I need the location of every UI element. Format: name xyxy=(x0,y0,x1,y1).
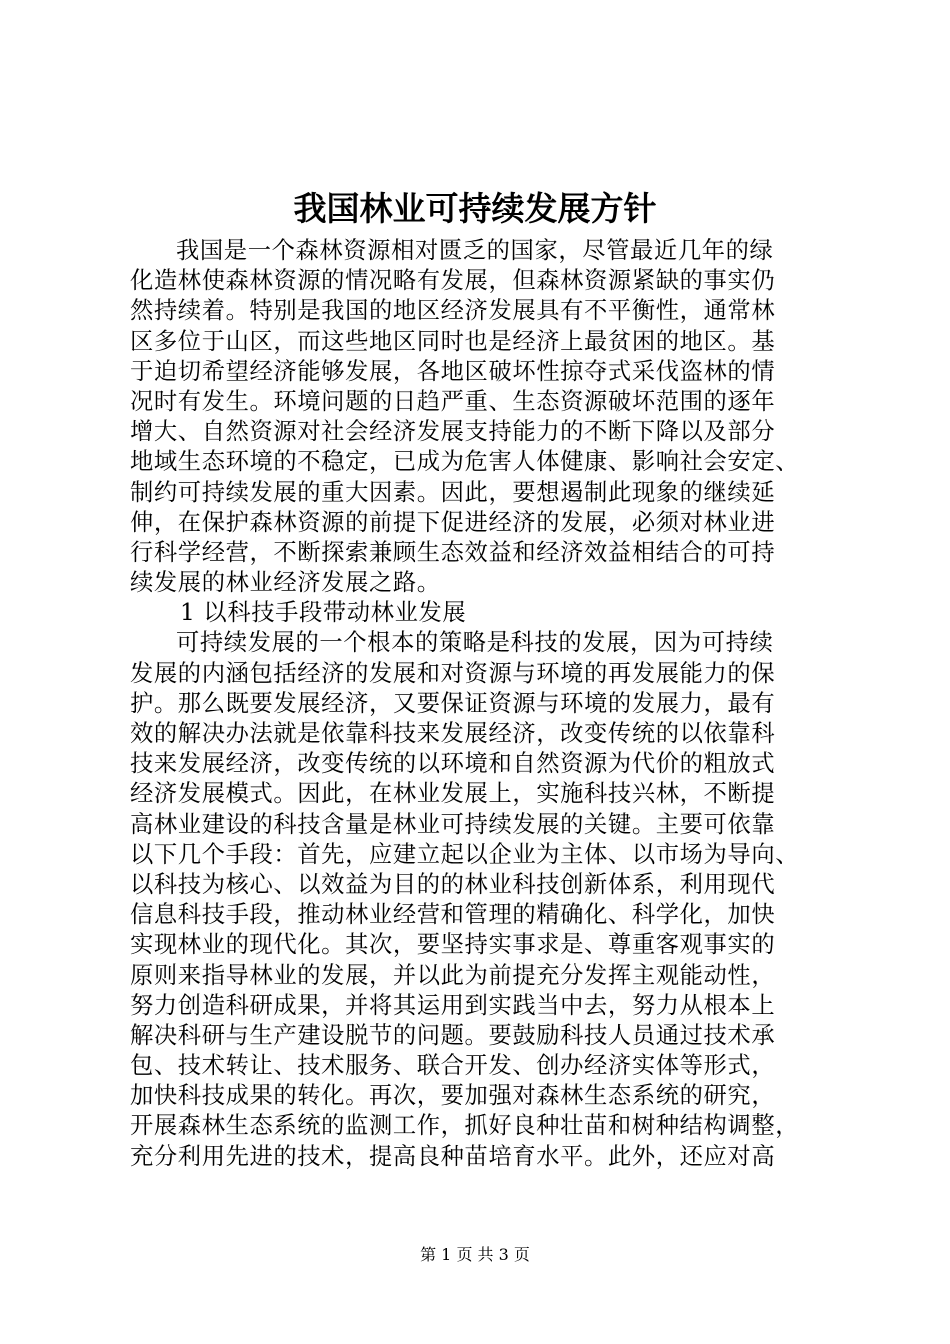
text-line: 地域生态环境的不稳定，已成为危害人体健康、影响社会安定、 xyxy=(130,448,800,476)
text-line: 包、技术转让、技术服务、联合开发、创办经济实体等形式， xyxy=(130,1052,776,1080)
text-line: 化造林使森林资源的情况略有发展，但森林资源紧缺的事实仍 xyxy=(130,267,776,295)
text-line: 护。那么既要发展经济，又要保证资源与环境的发展力，最有 xyxy=(130,689,776,717)
text-line: 充分利用先进的技术，提高良种苗培育水平。此外，还应对高 xyxy=(130,1142,776,1170)
text-line: 开展森林生态系统的监测工作，抓好良种壮苗和树种结构调整， xyxy=(130,1112,800,1140)
text-line: 伸，在保护森林资源的前提下促进经济的发展，必须对林业进 xyxy=(130,508,776,536)
text-line: 然持续着。特别是我国的地区经济发展具有不平衡性，通常林 xyxy=(130,297,776,325)
document-body xyxy=(130,236,830,1172)
text-line: 区多位于山区，而这些地区同时也是经济上最贫困的地区。基 xyxy=(130,327,776,355)
text-line: 况时有发生。环境问题的日趋严重、生态资源破坏范围的逐年 xyxy=(130,387,776,415)
text-line: 高林业建设的科技含量是林业可持续发展的关键。主要可依靠 xyxy=(130,810,776,838)
text-line: 技来发展经济，改变传统的以环境和自然资源为代价的粗放式 xyxy=(130,750,776,778)
text-line: 效的解决办法就是依靠科技来发展经济，改变传统的以依靠科 xyxy=(130,720,776,747)
paragraph-intro xyxy=(130,236,830,598)
text-line: 实现林业的现代化。其次，要坚持实事求是、尊重客观事实的 xyxy=(130,931,776,959)
text-line: 原则来指导林业的发展，并以此为前提充分发挥主观能动性， xyxy=(130,961,776,989)
text-line: 以科技为核心、以效益为目的的林业科技创新体系，利用现代 xyxy=(130,870,776,898)
text-line: 制约可持续发展的重大因素。因此，要想遏制此现象的继续延 xyxy=(130,478,776,506)
text-line: 续发展的林业经济发展之路。 xyxy=(130,569,441,597)
page-footer: 第 1 页 共 3 页 xyxy=(420,1245,530,1264)
text-line: 我国是一个森林资源相对匮乏的国家，尽管最近几年的绿 xyxy=(176,237,774,264)
text-line: 信息科技手段，推动林业经营和管理的精确化、科学化，加快 xyxy=(130,901,776,929)
text-line: 经济发展模式。因此，在林业发展上，实施科技兴林，不断提 xyxy=(130,780,776,808)
text-line: 可持续发展的一个根本的策略是科技的发展，因为可持续 xyxy=(176,629,774,657)
text-line: 以下几个手段：首先，应建立起以企业为主体、以市场为导向、 xyxy=(130,840,800,868)
paragraph-section-1 xyxy=(130,628,830,1171)
text-line: 于迫切希望经济能够发展，各地区破坏性掠夺式采伐盗林的情 xyxy=(130,357,776,385)
text-line: 发展的内涵包括经济的发展和对资源与环境的再发展能力的保 xyxy=(130,659,776,687)
section-heading: 1 以科技手段带动林业发展 xyxy=(180,599,467,627)
text-line: 增大、自然资源对社会经济发展支持能力的不断下降以及部分 xyxy=(130,418,776,446)
text-line: 加快科技成果的转化。再次，要加强对森林生态系统的研究， xyxy=(130,1082,776,1110)
text-line: 努力创造科研成果，并将其运用到实践当中去，努力从根本上 xyxy=(130,991,776,1019)
document-title: 我国林业可持续发展方针 xyxy=(293,189,657,228)
text-line: 行科学经营，不断探索兼顾生态效益和经济效益相结合的可持 xyxy=(130,538,776,566)
text-line: 解决科研与生产建设脱节的问题。要鼓励科技人员通过技术承 xyxy=(130,1021,776,1049)
